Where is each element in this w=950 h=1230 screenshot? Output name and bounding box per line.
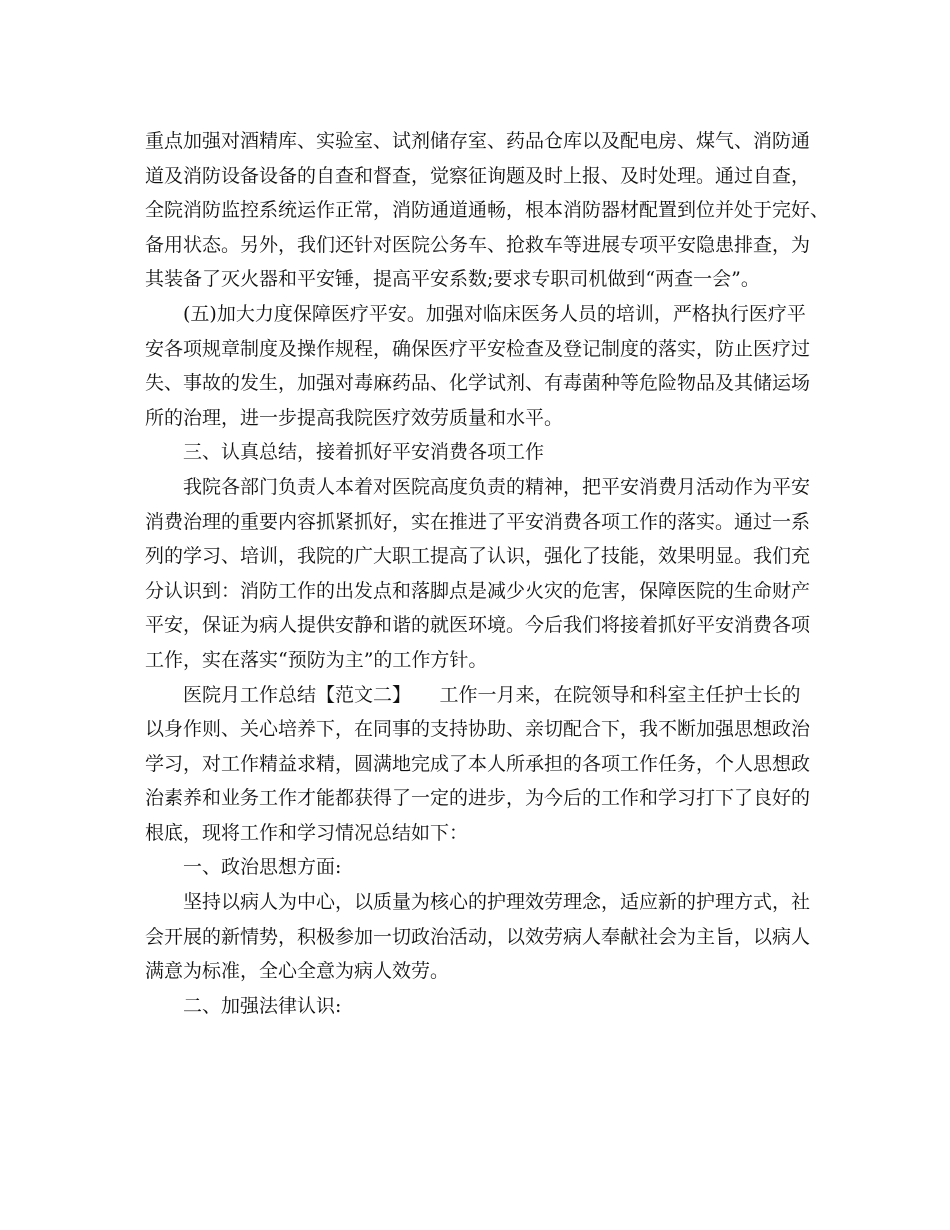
body-line: 根底，现将工作和学习情况总结如下： — [145, 821, 469, 844]
body-line: 重点加强对酒精库、实验室、试剂储存室、药品仓库以及配电房、煤气、消防通 — [145, 130, 811, 152]
body-line: 会开展的新情势，积极参加一切政治活动，以效劳病人奉献社会为主旨，以病人 — [145, 925, 811, 948]
section-heading: 二、加强法律认识: — [183, 994, 342, 1017]
body-line: 所的治理，进一步提高我院医疗效劳质量和水平。 — [145, 406, 564, 429]
section-heading: 三、认真总结，接着抓好平安消费各项工作 — [183, 441, 545, 464]
body-line: 治素养和业务工作才能都获得了一定的进步，为今后的工作和学习打下了良好的 — [145, 787, 811, 810]
body-line: 失、事故的发生，加强对毒麻药品、化学试剂、有毒菌种等危险物品及其储运场 — [145, 372, 811, 395]
body-line: 其装备了灭火器和平安锤，提高平安系数;要求专职司机做到“两查一会”。 — [145, 268, 760, 291]
body-line: 工作，实在落实“预防为主”的工作方针。 — [145, 648, 488, 671]
body-line: 消费治理的重要内容抓紧抓好，实在推进了平安消费各项工作的落实。通过一系 — [145, 510, 811, 533]
body-line: 以身作则、关心培养下，在同事的支持协助、亲切配合下，我不断加强思想政治 — [145, 718, 811, 741]
body-line: 分认识到：消防工作的出发点和落脚点是减少火灾的危害，保障医院的生命财产 — [145, 579, 811, 602]
body-line: 满意为标准，全心全意为病人效劳。 — [145, 960, 450, 983]
body-line: 备用状态。另外，我们还针对医院公务车、抢救车等进展专项平安隐患排查，为 — [145, 233, 811, 256]
body-line: 全院消防监控系统运作正常，消防通道通畅，根本消防器材配置到位并处于完好、 — [145, 199, 830, 222]
body-line: 平安，保证为病人提供安静和谐的就医环境。今后我们将接着抓好平安消费各项 — [145, 614, 811, 637]
paragraph-start-line: (五)加大力度保障医疗平安。加强对临床医务人员的培训，严格执行医疗平 — [183, 302, 806, 325]
paragraph-start-line: 我院各部门负责人本着对医院高度负责的精神，把平安消费月活动作为平安 — [183, 475, 811, 498]
paragraph-start-line: 坚持以病人为中心，以质量为核心的护理效劳理念，适应新的护理方式，社 — [183, 891, 811, 914]
body-line: 列的学习、培训，我院的广大职工提高了认识，强化了技能，效果明显。我们充 — [145, 545, 811, 568]
paragraph-start-line: 医院月工作总结【范文二】 工作一月来，在院领导和科室主任护士长的 — [183, 683, 801, 706]
body-line: 学习，对工作精益求精，圆满地完成了本人所承担的各项工作任务，个人思想政 — [145, 752, 811, 775]
body-line: 道及消防设备设备的自查和督查，觉察征询题及时上报、及时处理。通过自查， — [145, 164, 811, 187]
document-body — [145, 124, 830, 1023]
section-heading: 一、政治思想方面: — [183, 856, 342, 879]
body-line: 安各项规章制度及操作规程，确保医疗平安检查及登记制度的落实，防止医疗过 — [145, 337, 811, 360]
